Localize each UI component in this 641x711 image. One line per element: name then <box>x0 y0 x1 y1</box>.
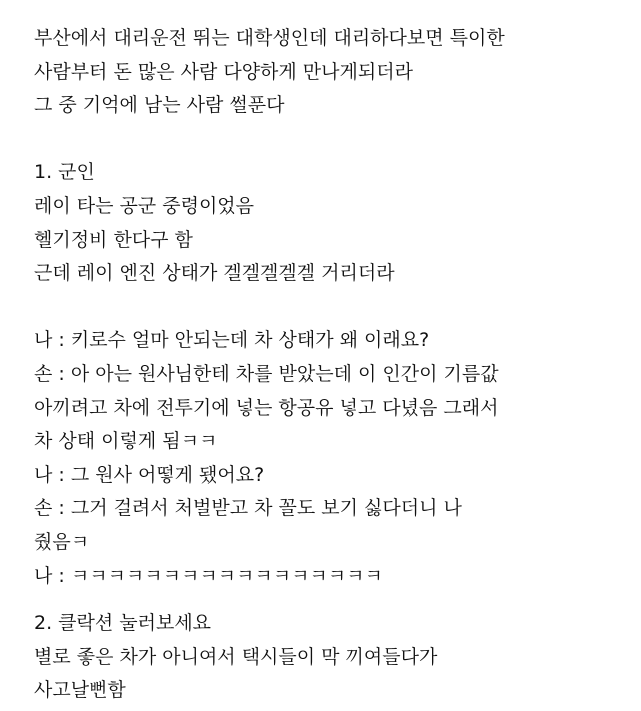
dialogue-line: 나 : 그 원사 어떻게 됐어요? <box>34 463 265 486</box>
dialogue-line: 나 : 키로수 얼마 안되는데 차 상태가 왜 이래요? <box>34 329 430 352</box>
intro-line: 그 중 기억에 남는 사람 썰푼다 <box>34 94 285 117</box>
section-1-heading: 1. 군인 <box>34 161 95 184</box>
dialogue-line: 손 : 아 아는 원사님한테 차를 받았는데 이 인간이 기름값 <box>34 362 499 385</box>
intro-line: 부산에서 대리운전 뛰는 대학생인데 대리하다보면 특이한 <box>34 27 505 49</box>
paragraph-gap <box>34 291 641 325</box>
section-2-heading: 2. 클락션 눌러보세요 <box>34 612 212 635</box>
section-1-line: 레이 타는 공군 중령이었음 <box>34 194 255 217</box>
paragraph-gap <box>34 593 641 607</box>
dialogue-line: 손 : 그거 걸려서 처벌받고 차 꼴도 보기 싫다더니 나 <box>34 497 462 520</box>
section-2-line: 별로 좋은 차가 아니여서 택시들이 막 끼여들다가 <box>34 645 438 668</box>
section-1-line: 근데 레이 엔진 상태가 겔겔겔겔겔 거리더라 <box>34 262 395 285</box>
section-2-line: 사고날뻔함 <box>34 679 126 702</box>
paragraph-gap <box>34 123 641 157</box>
dialogue-line: 아끼려고 차에 전투기에 넣는 항공유 넣고 다녔음 그래서 <box>34 396 499 419</box>
dialogue-line: 나 : ㅋㅋㅋㅋㅋㅋㅋㅋㅋㅋㅋㅋㅋㅋㅋㅋㅋ <box>34 564 383 587</box>
dialogue-line: 차 상태 이렇게 됨ㅋㅋ <box>34 430 218 453</box>
dialogue-line: 줬음ㅋ <box>34 530 90 553</box>
intro-line: 사람부터 돈 많은 사람 다양하게 만나게되더라 <box>34 60 413 83</box>
section-1-line: 헬기정비 한다구 함 <box>34 228 193 251</box>
